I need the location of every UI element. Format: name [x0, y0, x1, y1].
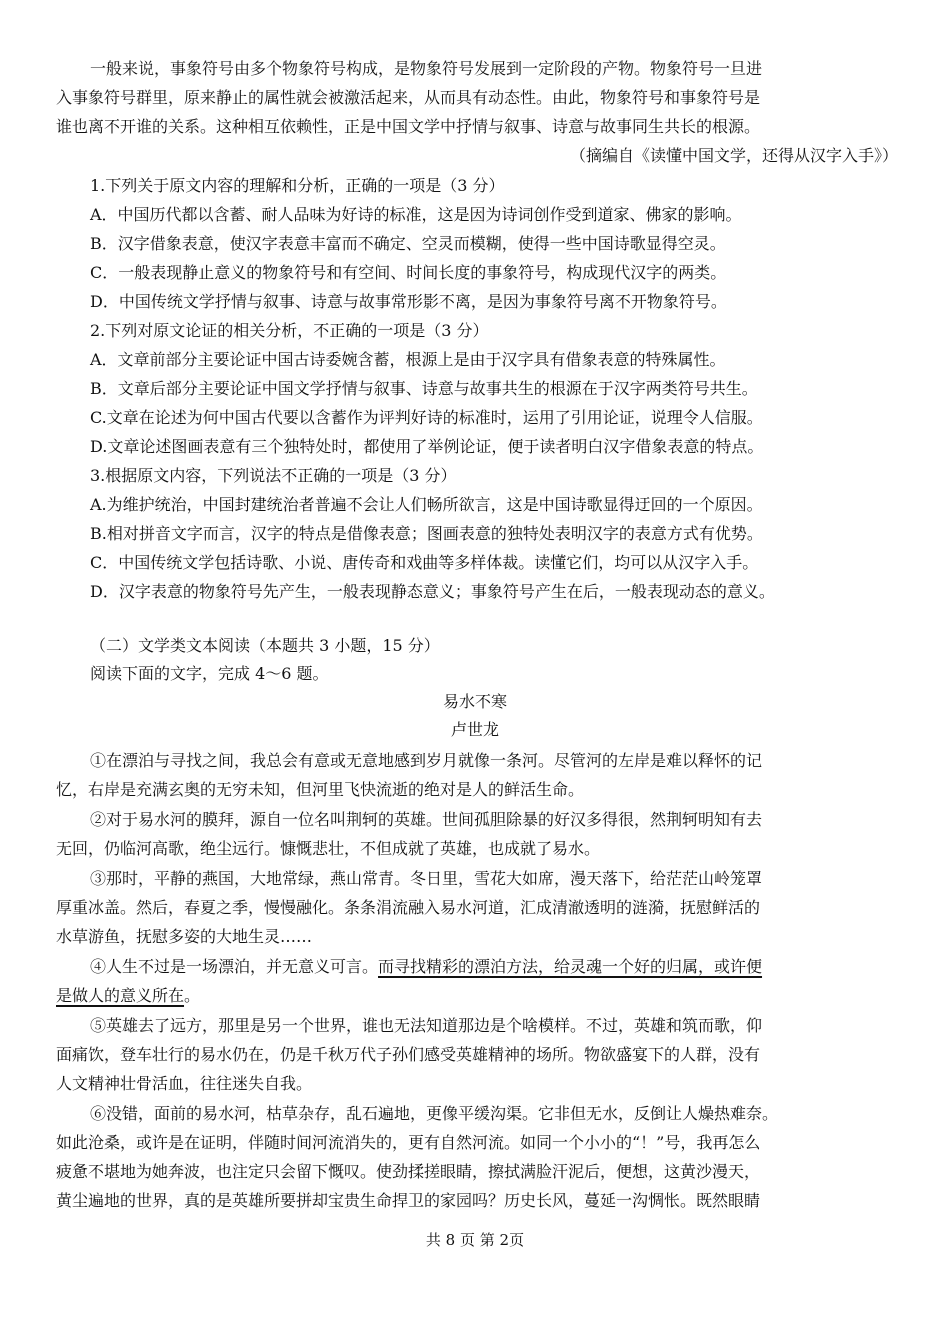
question-option: A.为维护统治，中国封建统治者普遍不会让人们畅所欲言，这是中国诗歌显得迂回的一个原因。	[90, 495, 763, 514]
paragraph-line: 疲惫不堪地为她奔波，也注定只会留下慨叹。使劲揉搓眼睛，擦拭满脸汗泥后，便想，这黄沙漫天，	[56, 1162, 761, 1181]
question-option: B.相对拼音文字而言，汉字的特点是借像表意；图画表意的独特处表明汉字的表意方式有优势。	[90, 524, 763, 543]
paragraph-line: 黄尘遍地的世界，真的是英雄所要拼却宝贵生命捍卫的家园吗？历史长风，蔓延一沟惆怅。既然眼睛	[56, 1191, 761, 1210]
paragraph-text: 。	[184, 986, 201, 1005]
question-option: C．一般表现静止意义的物象符号和有空间、时间长度的事象符号，构成现代汉字的两类。	[90, 263, 727, 282]
question-stem: 1.下列关于原文内容的理解和分析，正确的一项是（3 分）	[90, 176, 505, 195]
paragraph-line: 厚重冰盖。然后，春夏之季，慢慢融化。条条涓流融入易水河道，汇成清澈透明的涟漪，抚慰鲜活的	[56, 898, 761, 917]
question-option: D．中国传统文学抒情与叙事、诗意与故事常形影不离，是因为事象符号离不开物象符号。	[90, 292, 727, 311]
paragraph-line	[56, 984, 898, 1008]
paragraph-text: ④人生不过是一场漂泊，并无意义可言。	[90, 957, 379, 976]
source-citation: （摘编自《读懂中国文学，还得从汉字入手》）	[569, 146, 898, 165]
paragraph-line	[90, 955, 898, 979]
question-option: B．文章后部分主要论证中国文学抒情与叙事、诗意与故事共生的根源在于汉字两类符号共生。	[90, 379, 758, 398]
paragraph-line: ①在漂泊与寻找之间，我总会有意或无意地感到岁月就像一条河。尽管河的左岸是难以释怀的记	[90, 751, 763, 770]
paragraph-line: 忆，右岸是充满玄奥的无穷未知，但河里飞快流逝的绝对是人的鲜活生命。	[56, 780, 585, 799]
paragraph-line: 人文精神壮骨活血，往往迷失自我。	[56, 1074, 313, 1093]
article-author: 卢世龙	[450, 720, 499, 739]
question-option: C．中国传统文学包括诗歌、小说、唐传奇和戏曲等多样体裁。读懂它们，均可以从汉字入手。	[90, 553, 759, 572]
paragraph-line: 面痛饮，登车壮行的易水仍在，仍是千秋万代子孙们感受英雄精神的场所。物欲盛宴下的人群，没有	[56, 1045, 761, 1064]
paragraph-line: 如此沧桑，或许是在证明，伴随时间河流消失的，更有自然河流。如同一个小小的“！”号，我再怎么	[56, 1133, 761, 1152]
paragraph-line: ⑥没错，面前的易水河，枯草杂存，乱石遍地，更像平缓沟渠。它非但无水，反倒让人燥热难奈。	[90, 1104, 779, 1123]
page-footer: 共 8 页 第 2页	[425, 1231, 525, 1249]
question-option: D．汉字表意的物象符号先产生，一般表现静态意义；事象符号产生在后，一般表现动态的意义。	[90, 582, 775, 601]
paragraph-line: ②对于易水河的膜拜，源自一位名叫荆轲的英雄。世间孤胆除暴的好汉多得很，然荆轲明知有去	[90, 810, 763, 829]
paragraph-line: 无回，仍临河高歌，绝尘远行。慷慨悲壮，不但成就了英雄，也成就了易水。	[56, 839, 601, 858]
section-instruction: 阅读下面的文字，完成 4～6 题。	[90, 664, 329, 683]
passage-line: 一般来说，事象符号由多个物象符号构成，是物象符号发展到一定阶段的产物。物象符号一旦进	[90, 59, 763, 78]
paragraph-line: ⑤英雄去了远方，那里是另一个世界，谁也无法知道那边是个啥模样。不过，英雄和筑而歌，仰	[90, 1016, 763, 1035]
question-option: C.文章在论述为何中国古代要以含蓄作为评判好诗的标准时，运用了引用论证，说理令人信服。	[90, 408, 763, 427]
paragraph-line: 水草游鱼，抚慰多姿的大地生灵……	[56, 927, 313, 946]
passage-line: 谁也离不开谁的关系。这种相互依赖性，正是中国文学中抒情与叙事、诗意与故事同生共长的根源。	[56, 117, 761, 136]
question-option: D.文章论述图画表意有三个独特处时，都使用了举例论证，便于读者明白汉字借象表意的特点。	[90, 437, 764, 456]
question-option: A．中国历代都以含蓄、耐人品味为好诗的标准，这是因为诗词创作受到道家、佛家的影响。	[90, 205, 742, 224]
paragraph-line: ③那时，平静的燕国，大地常绿，燕山常青。冬日里，雪花大如席，漫天落下，给茫茫山岭笼罩	[90, 869, 763, 888]
underlined-sentence: 而寻找精彩的漂泊方法，给灵魂一个好的归属，或许便	[378, 957, 763, 976]
question-stem: 2.下列对原文论证的相关分析，不正确的一项是（3 分）	[90, 321, 489, 340]
passage-line: 入事象符号群里，原来静止的属性就会被激活起来，从而具有动态性。由此，物象符号和事象符号是	[56, 88, 761, 107]
section-heading: （二）文学类文本阅读（本题共 3 小题，15 分）	[90, 636, 440, 655]
question-option: A．文章前部分主要论证中国古诗委婉含蓄，根源上是由于汉字具有借象表意的特殊属性。	[90, 350, 726, 369]
article-title: 易水不寒	[442, 692, 507, 711]
underlined-sentence-continued: 是做人的意义所在	[56, 986, 185, 1005]
question-stem: 3.根据原文内容，下列说法不正确的一项是（3 分）	[90, 466, 457, 485]
question-option: B．汉字借象表意，使汉字表意丰富而不确定、空灵而模糊，使得一些中国诗歌显得空灵。	[90, 234, 726, 253]
